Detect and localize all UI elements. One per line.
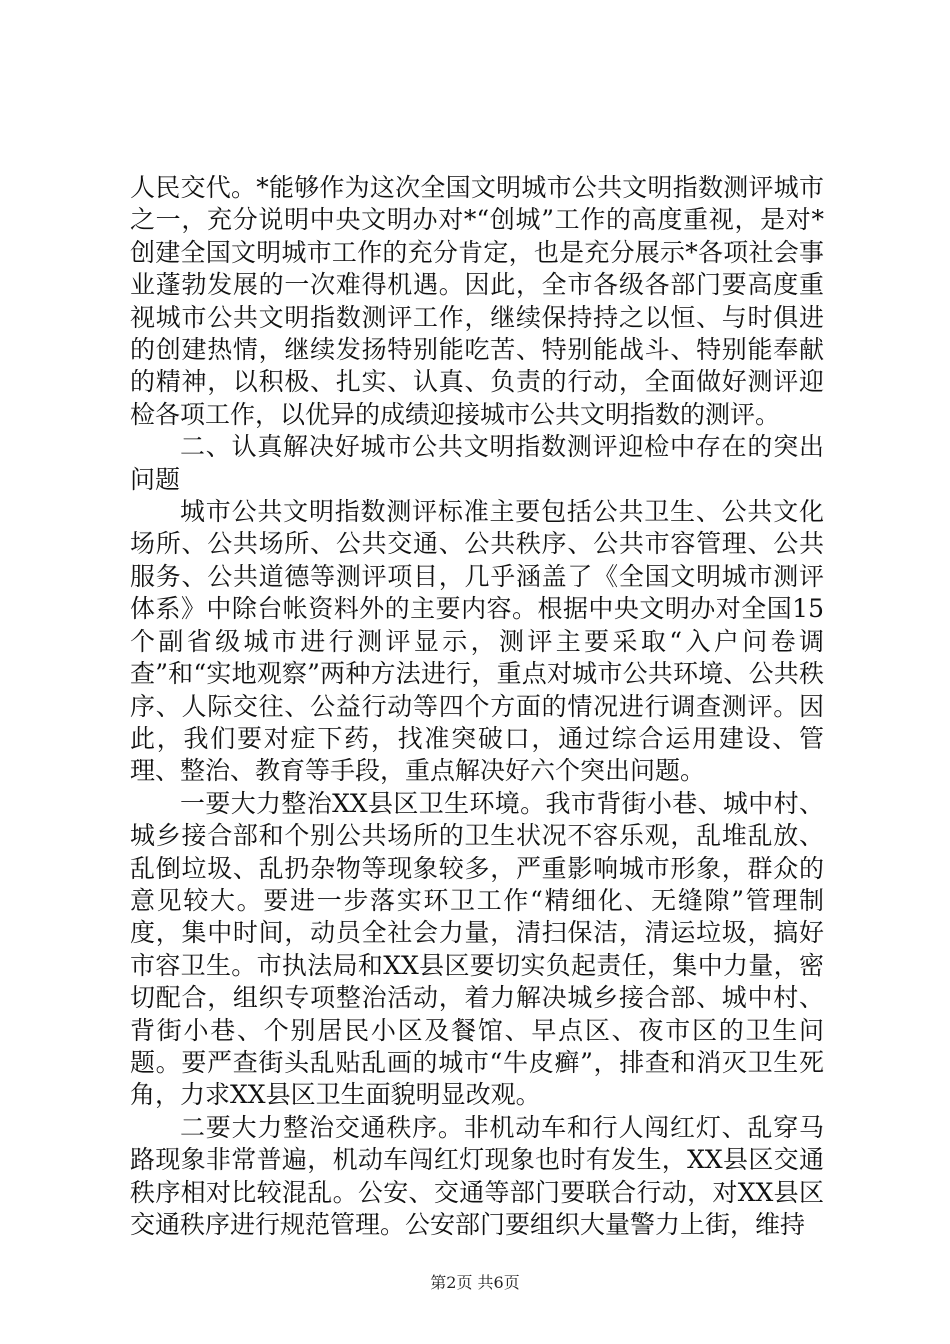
paragraph-sanitation: 一要大力整治XX县区卫生环境。我市背街小巷、城中村、城乡接合部和个别公共场所的卫生状况不容乐观，乱堆乱放、乱倒垃圾、乱扔杂物等现象较多，严重影响城市形象，群众的意见较大。要进一步落实环卫工作“精细化、无缝隙”管理制度，集中时间，动员全社会力量，清扫保洁，清运垃圾，搞好市容卫生。市执法局和XX县区要切实负起责任，集中力量，密切配合，组织专项整治活动，着力解决城乡接合部、城中村、背街小巷、个别居民小区及餐馆、早点区、夜市区的卫生问题。要严查街头乱贴乱画的城市“牛皮癣”，排查和消灭卫生死角，力求XX县区卫生面貌明显改观。 [130, 788, 824, 1110]
paragraph-traffic: 二要大力整治交通秩序。非机动车和行人闯红灯、乱穿马路现象非常普遍，机动车闯红灯现象也时有发生，XX县区交通秩序相对比较混乱。公安、交通等部门要联合行动，对XX县区交通秩序进行规范管理。公安部门要组织大量警力上街，维持 [130, 1112, 824, 1239]
section-heading: 二、认真解决好城市公共文明指数测评迎检中存在的突出问题 [130, 432, 824, 494]
paragraph-standards: 城市公共文明指数测评标准主要包括公共卫生、公共文化场所、公共场所、公共交通、公共秩序、公共市容管理、公共服务、公共道德等测评项目，几乎涵盖了《全国文明城市测评体系》中除台帐资料外的主要内容。根据中央文明办对全国15个副省级城市进行测评显示，测评主要采取“入户问卷调查”和“实地观察”两种方法进行，重点对城市公共环境、公共秩序、人际交往、公益行动等四个方面的情况进行调查测评。因此，我们要对症下药，找准突破口，通过综合运用建设、管理、整治、教育等手段，重点解决好六个突出问题。 [130, 497, 824, 786]
document-body [130, 172, 824, 1241]
paragraph-continuation: 人民交代。*能够作为这次全国文明城市公共文明指数测评城市之一，充分说明中央文明办对*“创城”工作的高度重视，是对*创建全国文明城市工作的充分肯定，也是充分展示*各项社会事业蓬勃发展的一次难得机遇。因此，全市各级各部门要高度重视城市公共文明指数测评工作，继续保持持之以恒、与时俱进的创建热情，继续发扬特别能吃苦、特别能战斗、特别能奉献的精神，以积极、扎实、认真、负责的行动，全面做好测评迎检各项工作，以优异的成绩迎接城市公共文明指数的测评。 [130, 173, 824, 429]
page-number-footer: 第2页 共6页 [430, 1273, 520, 1292]
